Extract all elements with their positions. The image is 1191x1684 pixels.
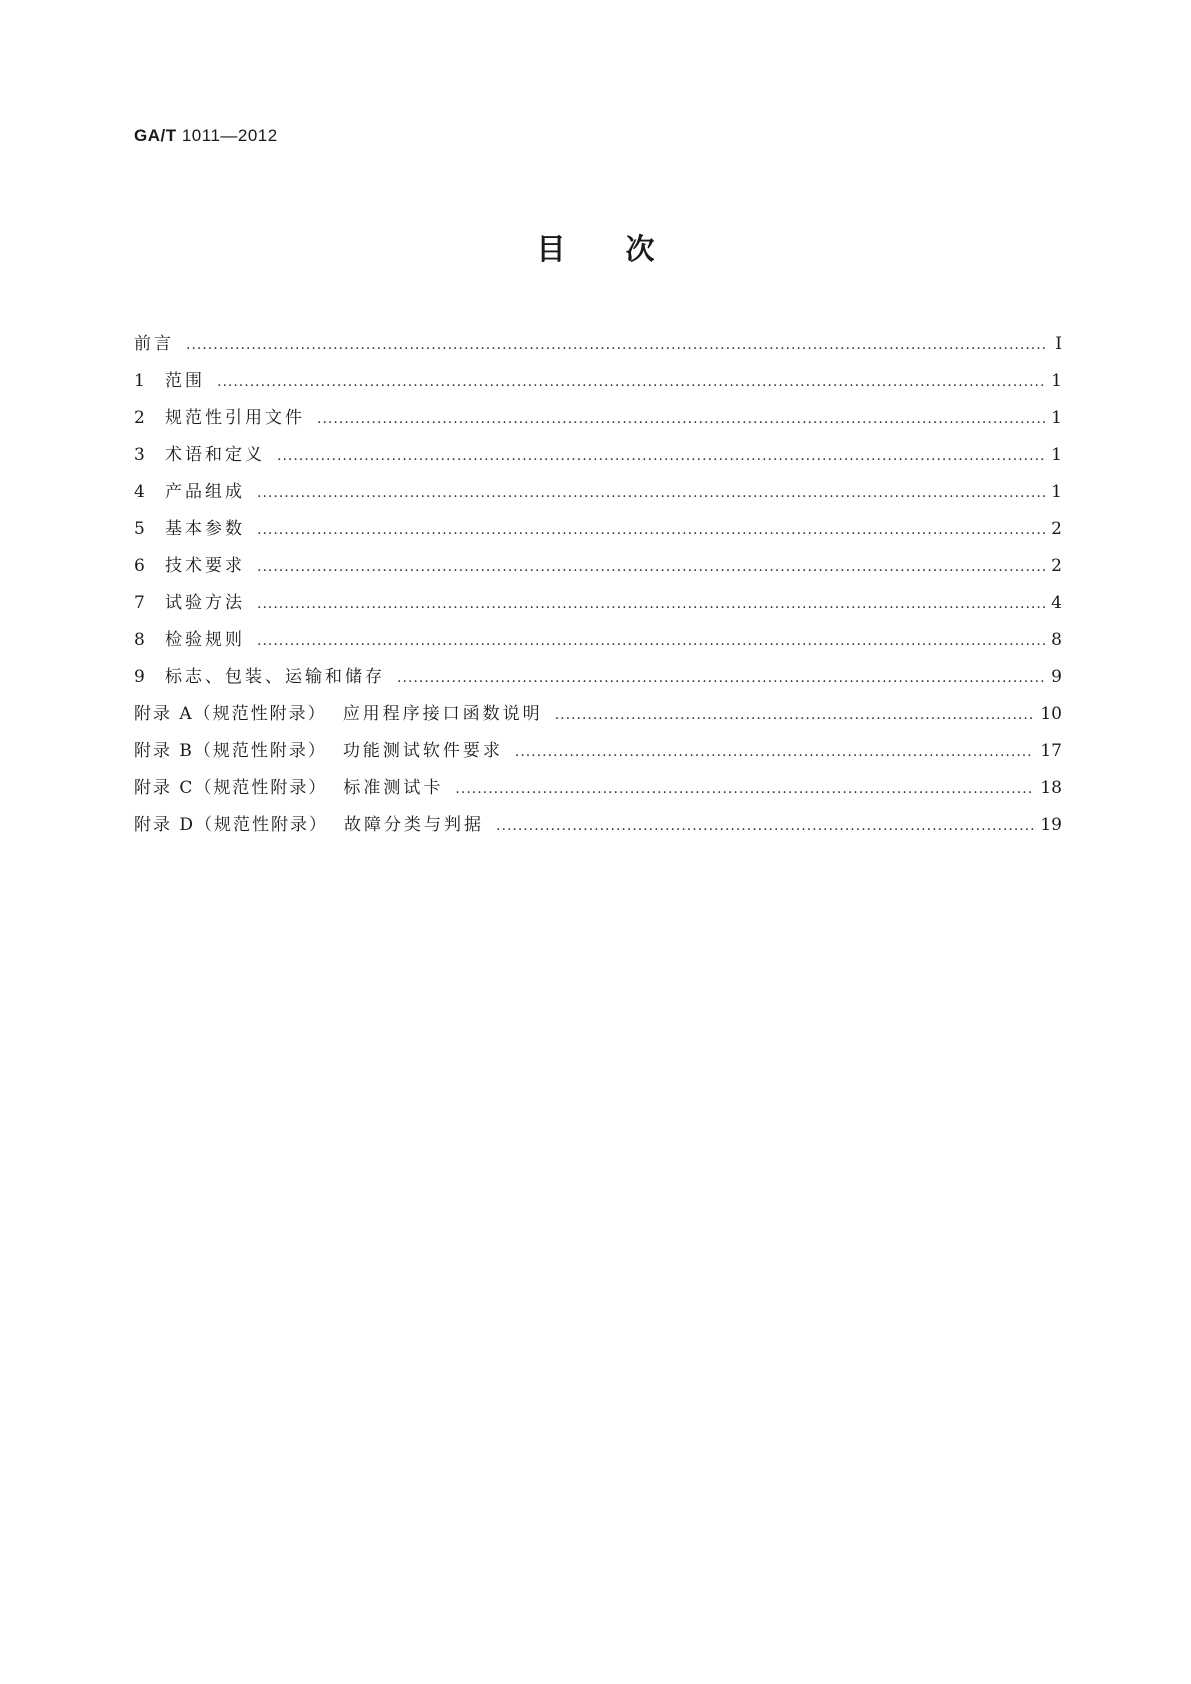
toc-entry-number: 7	[134, 593, 145, 613]
toc-entry-label: 范围	[165, 371, 205, 391]
toc-page-number: 1	[1051, 482, 1062, 502]
toc-dot-leader	[257, 512, 1045, 549]
table-of-contents	[134, 326, 1062, 844]
toc-entry-label: 基本参数	[165, 519, 245, 539]
toc-entry-number: 2	[134, 408, 145, 428]
toc-page-number: 19	[1040, 815, 1062, 835]
toc-entry-label: 功能测试软件要求	[342, 741, 503, 761]
toc-entry-label: 前言	[134, 334, 174, 354]
toc-entry-number: 6	[134, 556, 145, 576]
toc-entry-label: 标志、包装、运输和储存	[165, 667, 385, 687]
toc-entry-section-2[interactable]	[134, 400, 1062, 437]
toc-page-number: 1	[1051, 408, 1062, 428]
toc-entry-annex-c[interactable]	[134, 770, 1062, 807]
standard-code-prefix: GA/T	[134, 126, 177, 145]
toc-entry-number: 1	[134, 371, 145, 391]
toc-dot-leader	[555, 697, 1035, 734]
toc-page-number: 2	[1051, 519, 1062, 539]
standard-code	[134, 126, 278, 146]
toc-page-number: 1	[1051, 371, 1062, 391]
toc-entry-foreword[interactable]	[134, 326, 1062, 363]
page-title: 目次	[536, 232, 715, 266]
toc-entry-label: 检验规则	[165, 630, 245, 650]
toc-annex-prefix: 附录 D（规范性附录）	[134, 815, 329, 835]
toc-page-number: 1	[1051, 445, 1062, 465]
toc-entry-annex-d[interactable]	[134, 807, 1062, 844]
toc-entry-section-1[interactable]	[134, 363, 1062, 400]
toc-entry-number: 3	[134, 445, 145, 465]
toc-page-number: 9	[1051, 667, 1062, 687]
toc-entry-label: 技术要求	[165, 556, 245, 576]
toc-dot-leader	[397, 660, 1045, 697]
toc-entry-section-8[interactable]	[134, 622, 1062, 659]
toc-dot-leader	[257, 549, 1045, 586]
toc-entry-label: 标准测试卡	[343, 778, 444, 798]
toc-annex-prefix: 附录 B（规范性附录）	[134, 741, 327, 761]
toc-annex-prefix: 附录 C（规范性附录）	[134, 778, 328, 798]
toc-annex-prefix: 附录 A（规范性附录）	[134, 704, 327, 724]
toc-page-number: 10	[1040, 704, 1062, 724]
toc-entry-label: 术语和定义	[165, 445, 265, 465]
toc-page-number: 17	[1040, 741, 1062, 761]
toc-dot-leader	[277, 438, 1045, 475]
toc-entry-annex-b[interactable]	[134, 733, 1062, 770]
toc-dot-leader	[257, 586, 1045, 623]
toc-entry-section-4[interactable]	[134, 474, 1062, 511]
toc-dot-leader	[496, 808, 1034, 845]
toc-page-number: 4	[1051, 593, 1062, 613]
toc-dot-leader	[455, 771, 1034, 808]
toc-entry-annex-a[interactable]	[134, 696, 1062, 733]
toc-dot-leader	[317, 401, 1045, 438]
toc-dot-leader	[217, 364, 1045, 401]
toc-entry-section-9[interactable]	[134, 659, 1062, 696]
toc-entry-section-7[interactable]	[134, 585, 1062, 622]
toc-page-number: Ⅰ	[1055, 334, 1062, 354]
toc-dot-leader	[515, 734, 1034, 771]
toc-page-number: 2	[1051, 556, 1062, 576]
toc-entry-section-6[interactable]	[134, 548, 1062, 585]
toc-dot-leader	[257, 623, 1045, 660]
toc-entry-label: 故障分类与判据	[344, 815, 485, 835]
toc-page-number: 18	[1040, 778, 1062, 798]
toc-dot-leader	[257, 475, 1045, 512]
toc-entry-section-5[interactable]	[134, 511, 1062, 548]
toc-page-number: 8	[1051, 630, 1062, 650]
toc-entry-section-3[interactable]	[134, 437, 1062, 474]
toc-entry-number: 5	[134, 519, 145, 539]
toc-entry-label: 应用程序接口函数说明	[342, 704, 543, 724]
toc-entry-number: 8	[134, 630, 145, 650]
toc-entry-number: 4	[134, 482, 145, 502]
standard-number: 1011—2012	[181, 126, 278, 145]
toc-entry-label: 试验方法	[165, 593, 245, 613]
toc-entry-label: 产品组成	[165, 482, 245, 502]
toc-dot-leader	[186, 327, 1046, 364]
toc-entry-number: 9	[134, 667, 145, 687]
toc-entry-label: 规范性引用文件	[165, 408, 305, 428]
